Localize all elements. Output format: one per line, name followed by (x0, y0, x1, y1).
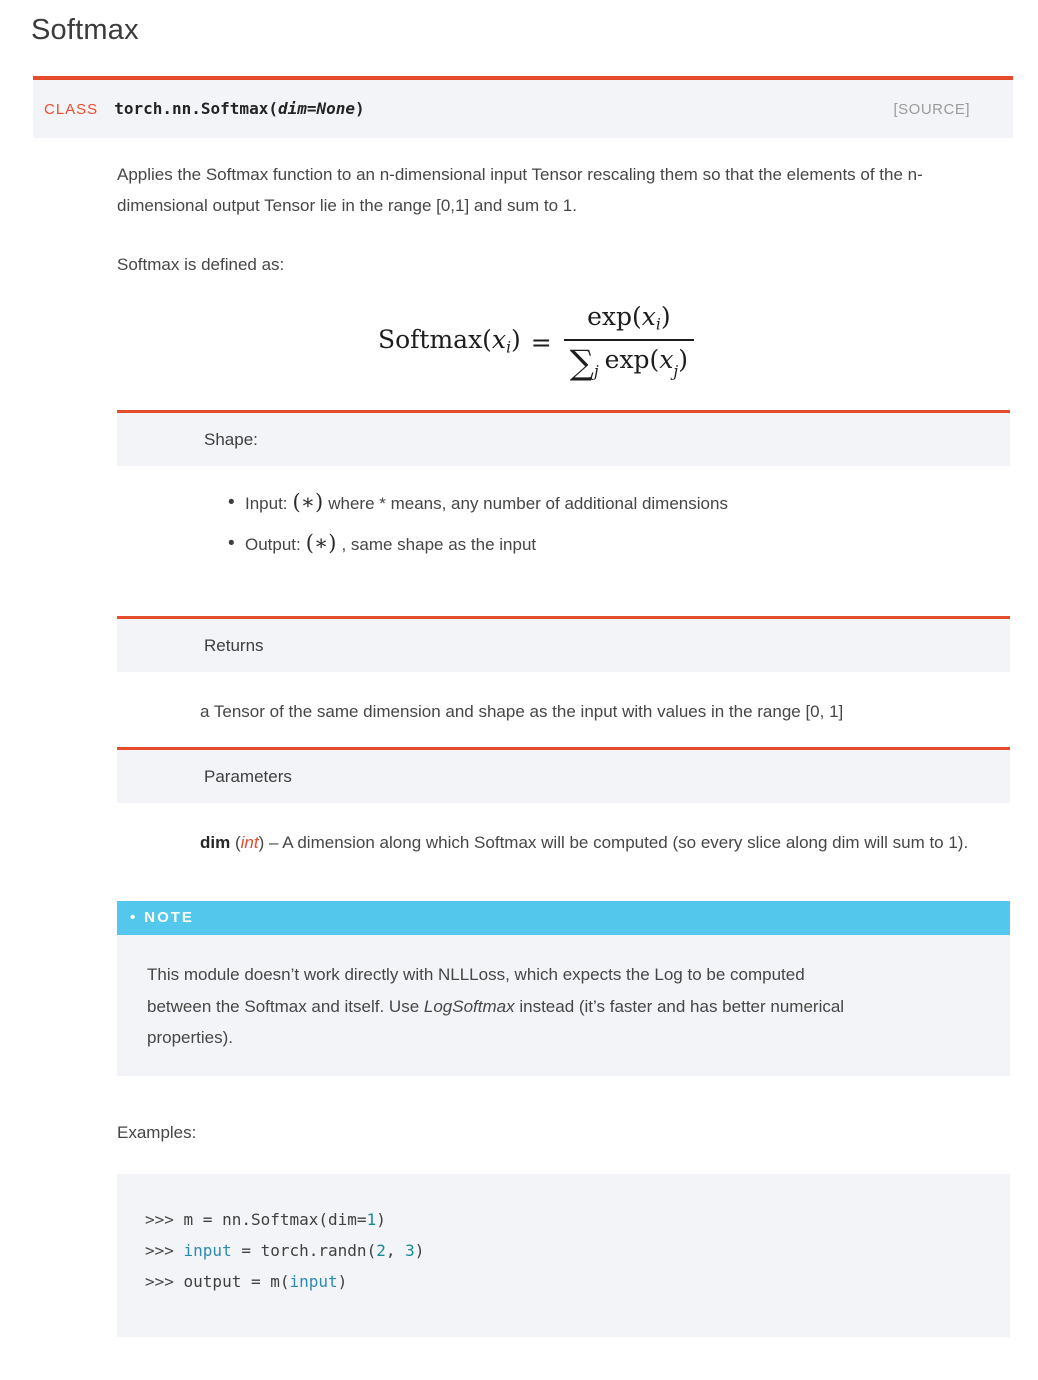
numerator-exp: exp( (587, 301, 642, 331)
signature-close-paren: ) (355, 99, 365, 118)
shape-output-math: (∗) (305, 531, 337, 555)
formula-lhs-subscript: i (506, 339, 512, 358)
code-prompt: >>> (145, 1209, 184, 1229)
parameter-paren-open: ( (230, 833, 241, 852)
parameter-type-link[interactable]: int (240, 833, 259, 852)
formula-equals-sign: = (530, 327, 552, 357)
parameter-paren-close: ) – (258, 833, 283, 852)
note-body (117, 935, 1010, 1076)
formula-fraction (564, 301, 694, 383)
section-parameters (117, 747, 1010, 858)
doc-body (117, 159, 1010, 1337)
signature-parameter: dim=None (277, 99, 356, 118)
code-builtin: input (183, 1240, 232, 1260)
code-prompt: >>> (145, 1240, 184, 1260)
description-paragraph: Applies the Softmax function to an n-dimensional input Tensor rescaling them so that the elements of the n-dimensional output Tensor lie in the range [0,1] and sum to 1. (117, 165, 923, 215)
numerator-close: ) (660, 301, 671, 331)
summation-sign: ∑ (569, 343, 594, 383)
pytorch-doc-page (0, 13, 1038, 1337)
shape-list (117, 487, 1010, 560)
logsoftmax-emphasis: LogSoftmax (423, 996, 515, 1016)
note-text-post: instead (it’s faster and has better numerical properties). (147, 996, 845, 1047)
defined-as-text: Softmax is defined as: (117, 255, 285, 274)
code-text: , (385, 1240, 406, 1260)
parameters-header: Parameters (117, 747, 1010, 803)
code-number: 2 (376, 1240, 386, 1260)
formula-denominator (564, 339, 694, 383)
shape-input-rest: where * means, any number of additional dimensions (328, 494, 728, 513)
class-signature-block (33, 76, 1013, 138)
page-title: Softmax (31, 14, 139, 46)
code-text: = torch.randn( (231, 1240, 377, 1260)
code-builtin: input (289, 1271, 338, 1291)
numerator-var: x (641, 301, 656, 331)
parameter-name: dim (200, 833, 231, 852)
code-prompt: >>> (145, 1271, 184, 1291)
note-box (117, 901, 1010, 1076)
code-text: output = m( (183, 1271, 290, 1291)
shape-output-label: Output: (245, 535, 301, 554)
formula-lhs-close: ) (511, 325, 521, 355)
shape-header: Shape: (117, 410, 1010, 466)
source-link[interactable]: [SOURCE] (893, 100, 970, 118)
code-text: ) (337, 1271, 348, 1291)
denominator-var: x (659, 345, 674, 375)
denominator-close: ) (678, 345, 688, 375)
class-label: CLASS (44, 100, 99, 118)
formula-lhs (378, 327, 521, 356)
note-bullet-icon: • (130, 909, 136, 926)
softmax-formula (117, 294, 1010, 390)
signature-prefix: torch.nn.Softmax( (114, 99, 278, 118)
code-block (117, 1174, 1010, 1337)
section-shape (117, 410, 1010, 560)
summation-subscript: j (593, 362, 599, 381)
code-text: ) (376, 1209, 386, 1229)
denominator-exp: exp( (604, 345, 660, 375)
parameter-dim (200, 827, 980, 858)
examples-label: Examples: (117, 1122, 197, 1142)
shape-output-rest: , same shape as the input (341, 535, 537, 554)
shape-input-item (228, 487, 1010, 519)
numerator-subscript: i (655, 315, 661, 334)
code-number: 3 (405, 1240, 415, 1260)
note-header (117, 901, 1010, 935)
note-text-pre: This module doesn’t work directly with NLLLoss, which expects the Log to be computed between the Softmax and itself. Use (147, 965, 805, 1016)
shape-input-label: Input: (245, 494, 288, 513)
denominator-subscript: j (673, 362, 679, 381)
returns-header: Returns (117, 616, 1010, 672)
code-text: ) (414, 1240, 425, 1260)
code-line-2 (145, 1241, 424, 1260)
formula-numerator (577, 301, 681, 339)
formula-func-name: Softmax( (378, 325, 492, 355)
parameter-description: A dimension along which Softmax will be computed (so every slice along dim will sum to 1). (282, 833, 969, 852)
class-signature-code (114, 96, 364, 122)
code-text: m = nn.Softmax(dim= (183, 1209, 367, 1229)
returns-text: a Tensor of the same dimension and shape as the input with values in the range [0, 1] (200, 702, 844, 721)
section-returns (117, 616, 1010, 727)
code-line-1 (145, 1210, 386, 1229)
code-number: 1 (366, 1209, 377, 1229)
shape-input-math: (∗) (292, 490, 324, 514)
code-line-3 (145, 1272, 347, 1291)
note-title: NOTE (144, 909, 194, 926)
shape-output-item (228, 528, 1010, 560)
formula-lhs-var: x (491, 325, 507, 355)
